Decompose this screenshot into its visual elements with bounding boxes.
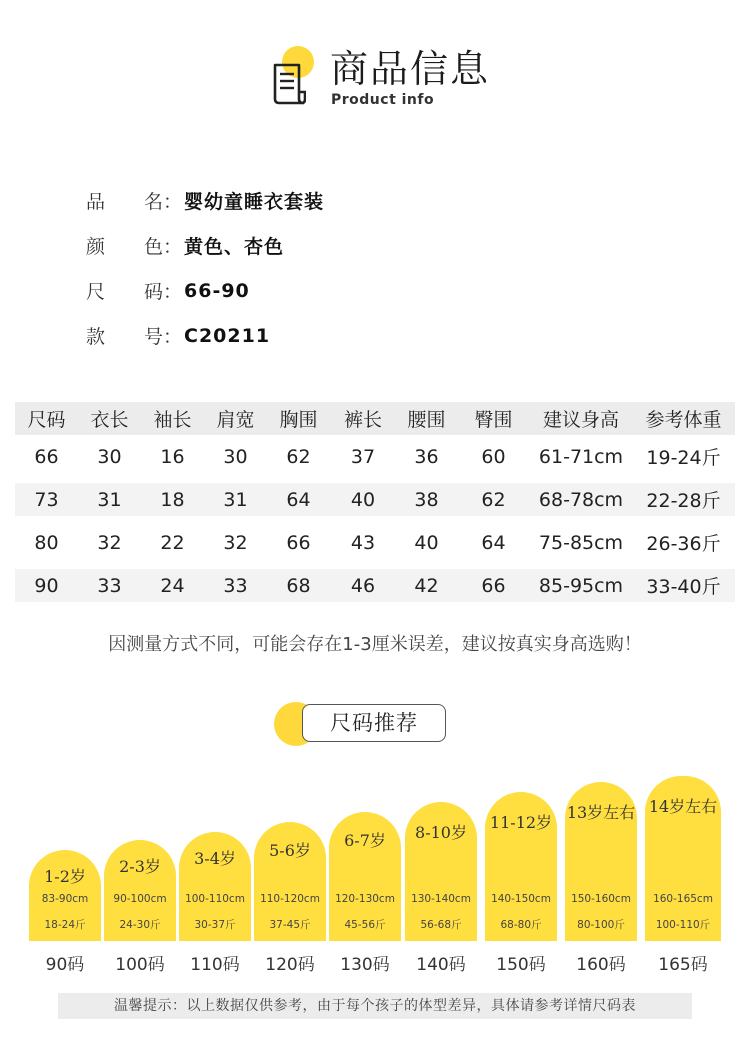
card-height: 83-90cm (41, 893, 89, 905)
size-code: 130码 (340, 955, 390, 975)
table-cell: 33-40斤 (646, 576, 721, 598)
table-cell: 46 (350, 574, 376, 597)
size-card (645, 776, 721, 941)
table-cell: 90 (34, 574, 59, 597)
table-header-cell: 腰围 (407, 409, 446, 431)
recommend-title: 尺码推荐 (302, 704, 446, 742)
info-label: 款 号： (86, 326, 182, 348)
table-header-cell: 衣长 (90, 409, 129, 431)
table-header-cell: 袖长 (153, 409, 192, 431)
page-title: 商品信息 (330, 47, 491, 91)
table-cell: 66 (286, 531, 311, 554)
table-cell: 40 (414, 531, 439, 554)
size-code: 165码 (658, 955, 708, 975)
table-cell: 32 (97, 531, 122, 554)
table-cell: 68-78cm (538, 488, 624, 511)
table-cell: 33 (223, 574, 248, 597)
table-cell: 22-28斤 (646, 490, 721, 512)
card-age: 13岁左右 (566, 803, 636, 822)
reminder-tip: 温馨提示：以上数据仅供参考，由于每个孩子的体型差异，具体请参考详情尺码表 (58, 993, 692, 1019)
table-cell: 30 (223, 445, 248, 468)
table-cell: 66 (481, 574, 506, 597)
table-cell: 85-95cm (538, 574, 624, 597)
size-card (565, 782, 637, 941)
table-cell: 62 (286, 445, 311, 468)
card-height: 110-120cm (260, 893, 320, 905)
table-cell: 19-24斤 (646, 447, 721, 469)
table-cell: 60 (481, 445, 506, 468)
info-value: 黄色、杏色 (184, 236, 285, 258)
table-cell: 42 (414, 574, 439, 597)
card-age: 1-2岁 (44, 867, 86, 886)
info-label: 品 名： (86, 191, 182, 213)
card-age: 8-10岁 (415, 823, 467, 842)
table-cell: 68 (286, 574, 311, 597)
card-weight: 37-45斤 (269, 919, 311, 931)
table-cell: 18 (160, 488, 185, 511)
card-age: 6-7岁 (344, 831, 386, 850)
size-card (254, 822, 326, 941)
table-cell: 22 (160, 531, 185, 554)
card-height: 160-165cm (653, 893, 713, 905)
info-value: 66-90 (184, 279, 250, 302)
size-card (29, 850, 101, 941)
table-header-cell: 胸围 (279, 409, 318, 431)
size-code: 110码 (190, 955, 240, 975)
info-label: 颜 色： (86, 236, 182, 258)
table-cell: 36 (414, 445, 439, 468)
table-cell: 66 (34, 445, 59, 468)
table-cell: 43 (350, 531, 376, 554)
card-age: 5-6岁 (269, 841, 311, 860)
table-cell: 40 (350, 488, 376, 511)
table-cell: 26-36斤 (646, 533, 721, 555)
card-weight: 24-30斤 (119, 919, 161, 931)
size-code: 120码 (265, 955, 315, 975)
table-cell: 16 (160, 445, 185, 468)
card-weight: 80-100斤 (577, 919, 625, 931)
size-code: 140码 (416, 955, 466, 975)
size-code: 160码 (576, 955, 626, 975)
card-weight: 45-56斤 (344, 919, 386, 931)
card-height: 130-140cm (411, 893, 471, 905)
table-header-cell: 裤长 (343, 409, 382, 431)
table-cell: 64 (286, 488, 311, 511)
table-header-cell: 臀围 (474, 409, 513, 431)
table-cell: 32 (223, 531, 248, 554)
card-age: 14岁左右 (648, 797, 718, 816)
card-height: 120-130cm (335, 893, 395, 905)
table-header-cell: 肩宽 (216, 409, 255, 431)
table-cell: 30 (97, 445, 122, 468)
card-height: 140-150cm (491, 893, 551, 905)
table-header-cell: 建议身高 (542, 409, 619, 431)
table-cell: 31 (223, 488, 248, 511)
card-age: 2-3岁 (119, 857, 161, 876)
table-cell: 80 (34, 531, 59, 554)
card-age: 11-12岁 (489, 813, 553, 832)
table-cell: 73 (34, 488, 59, 511)
table-header-cell: 尺码 (27, 409, 66, 431)
size-code: 100码 (115, 955, 165, 975)
table-header-cell: 参考体重 (645, 409, 722, 431)
table-cell: 75-85cm (538, 531, 624, 554)
card-height: 100-110cm (185, 893, 245, 905)
table-cell: 62 (481, 488, 506, 511)
table-cell: 33 (97, 574, 122, 597)
card-height: 150-160cm (571, 893, 631, 905)
card-weight: 18-24斤 (44, 919, 86, 931)
info-label: 尺 码： (86, 281, 182, 303)
table-cell: 61-71cm (538, 445, 624, 468)
size-card (179, 832, 251, 941)
card-weight: 68-80斤 (500, 919, 542, 931)
measurement-note: 因测量方式不同，可能会存在1-3厘米误差，建议按真实身高选购！ (108, 634, 642, 655)
size-card (405, 802, 477, 941)
size-card (329, 812, 401, 941)
table-cell: 31 (97, 488, 122, 511)
card-height: 90-100cm (113, 893, 167, 905)
card-age: 3-4岁 (194, 849, 236, 868)
table-cell: 37 (350, 445, 376, 468)
card-weight: 56-68斤 (420, 919, 462, 931)
info-value: 婴幼童睡衣套装 (184, 191, 325, 213)
table-cell: 24 (160, 574, 185, 597)
table-cell: 38 (414, 488, 439, 511)
size-card (485, 792, 557, 941)
card-weight: 100-110斤 (655, 919, 711, 931)
table-cell: 64 (481, 531, 506, 554)
card-weight: 30-37斤 (194, 919, 236, 931)
info-value: C20211 (184, 324, 271, 347)
size-code: 150码 (496, 955, 546, 975)
page-subtitle: Product info (331, 92, 435, 108)
size-code: 90码 (45, 955, 85, 975)
size-card (104, 840, 176, 941)
